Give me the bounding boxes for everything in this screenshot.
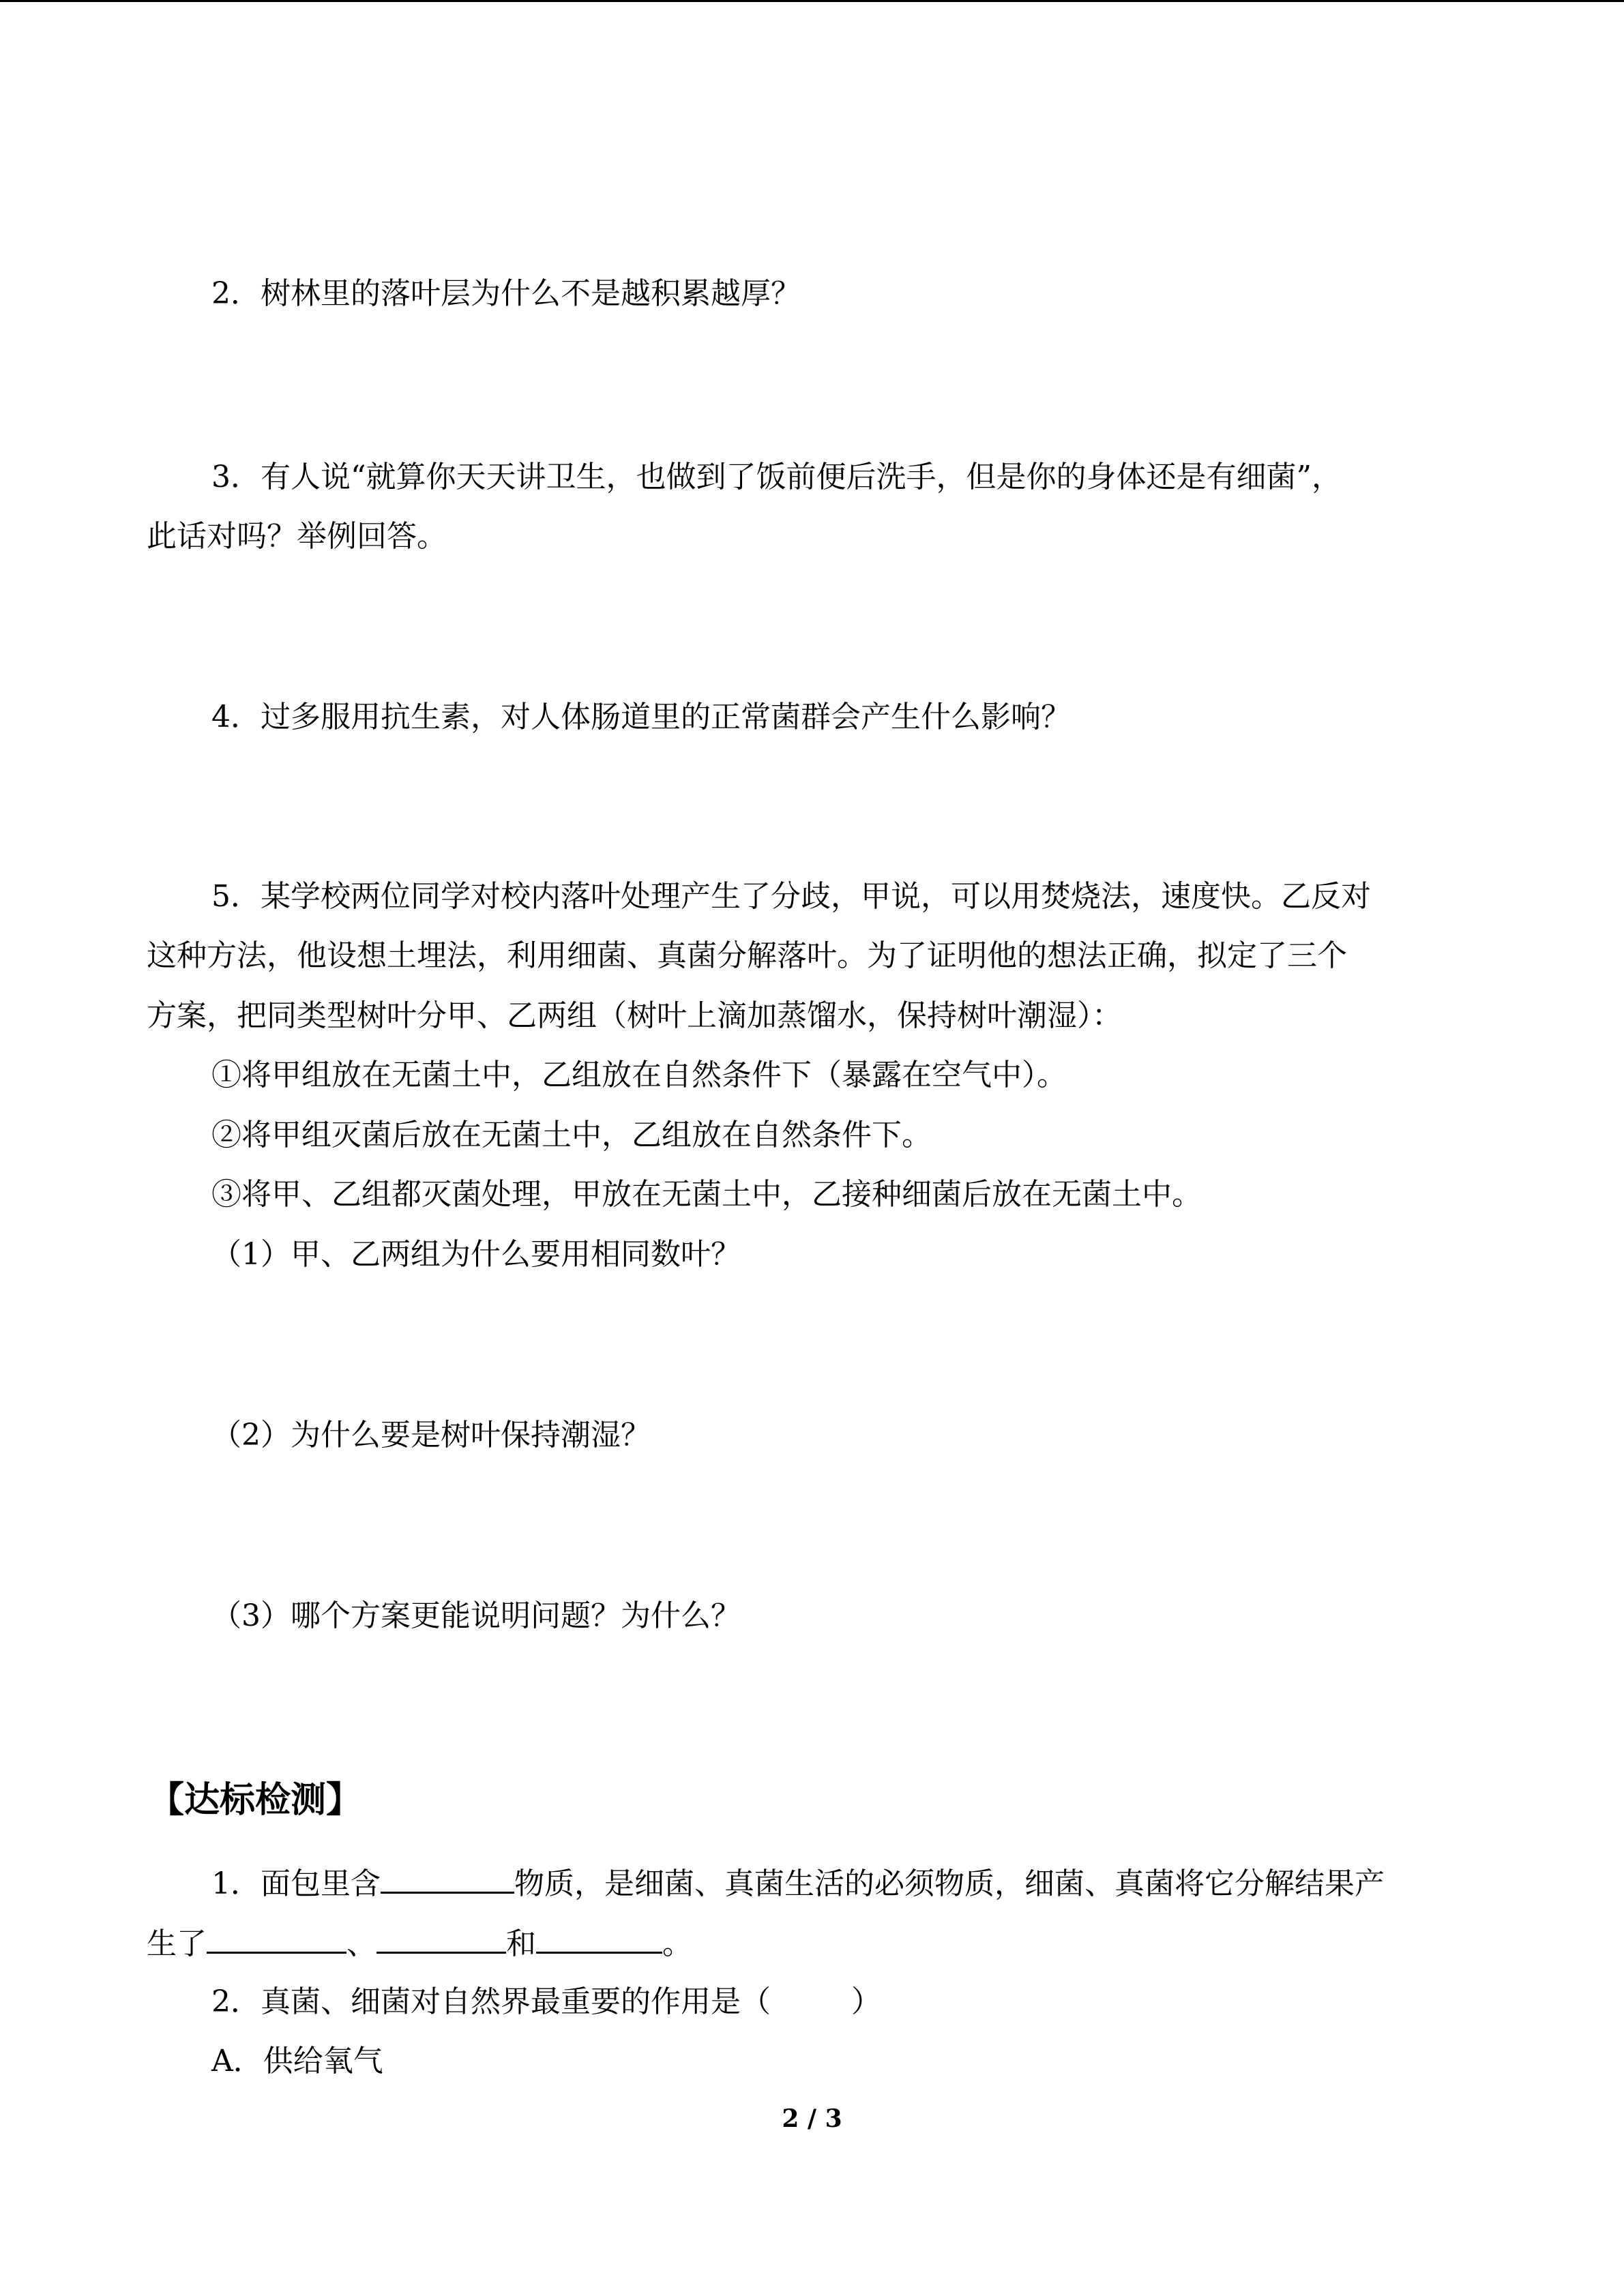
fill-blank-3[interactable] xyxy=(377,1922,506,1954)
page-number: 2 / 3 xyxy=(782,2104,842,2133)
test-item-1-text-c: 生了 xyxy=(147,1926,207,1961)
option-a: A．供给氧气 xyxy=(211,2044,383,2078)
fill-blank-2[interactable] xyxy=(207,1922,346,1954)
plan-1: ①将甲组放在无菌土中，乙组放在自然条件下（暴露在空气中）。 xyxy=(211,1058,1067,1092)
test-item-1-text-d: 、 xyxy=(346,1926,377,1961)
question-3-line-1: 3．有人说“就算你天天讲卫生，也做到了饭前便后洗手，但是你的身体还是有细菌”， xyxy=(211,460,1342,494)
sub-question-3: （3）哪个方案更能说明问题？为什么？ xyxy=(211,1598,741,1633)
fill-blank-1[interactable] xyxy=(381,1862,514,1894)
question-5-line-1: 5．某学校两位同学对校内落叶处理产生了分歧，甲说，可以用焚烧法，速度快。乙反对 xyxy=(211,879,1371,914)
test-item-2-text-a: 2．真菌、细菌对自然界最重要的作用是（ xyxy=(211,1984,771,2019)
section-title: 【达标检测】 xyxy=(149,1779,362,1821)
fill-blank-4[interactable] xyxy=(536,1922,662,1954)
test-item-1-text-a: 1．面包里含 xyxy=(211,1866,381,1901)
sub-question-1: （1）甲、乙两组为什么要用相同数叶？ xyxy=(211,1237,741,1272)
question-5-line-3: 方案，把同类型树叶分甲、乙两组（树叶上滴加蒸馏水，保持树叶潮湿）： xyxy=(147,998,1122,1033)
sub-question-2: （2）为什么要是树叶保持潮湿？ xyxy=(211,1418,651,1452)
test-item-1-text-e: 和 xyxy=(506,1926,536,1961)
test-item-1-text-b: 物质，是细菌、真菌生活的必须物质，细菌、真菌将它分解结果产 xyxy=(514,1866,1385,1901)
question-2: 2．树林里的落叶层为什么不是越积累越厚？ xyxy=(211,276,801,311)
test-item-1-text-f: 。 xyxy=(662,1926,692,1961)
test-item-1-line-1 xyxy=(211,1862,1385,1905)
plan-3: ③将甲、乙组都灭菌处理，甲放在无菌土中，乙接种细菌后放在无菌土中。 xyxy=(211,1177,1202,1212)
question-5-line-2: 这种方法，他设想土埋法，利用细菌、真菌分解落叶。为了证明他的想法正确，拟定了三个 xyxy=(147,938,1347,973)
test-item-2 xyxy=(211,1982,881,2023)
question-3-line-2: 此话对吗？举例回答。 xyxy=(147,519,447,554)
test-item-2-text-b: ） xyxy=(851,1984,881,2019)
page-top-border xyxy=(0,0,1624,2)
test-item-1-line-2 xyxy=(147,1922,692,1965)
question-4: 4．过多服用抗生素，对人体肠道里的正常菌群会产生什么影响？ xyxy=(211,700,1071,734)
plan-2: ②将甲组灭菌后放在无菌土中，乙组放在自然条件下。 xyxy=(211,1118,932,1152)
